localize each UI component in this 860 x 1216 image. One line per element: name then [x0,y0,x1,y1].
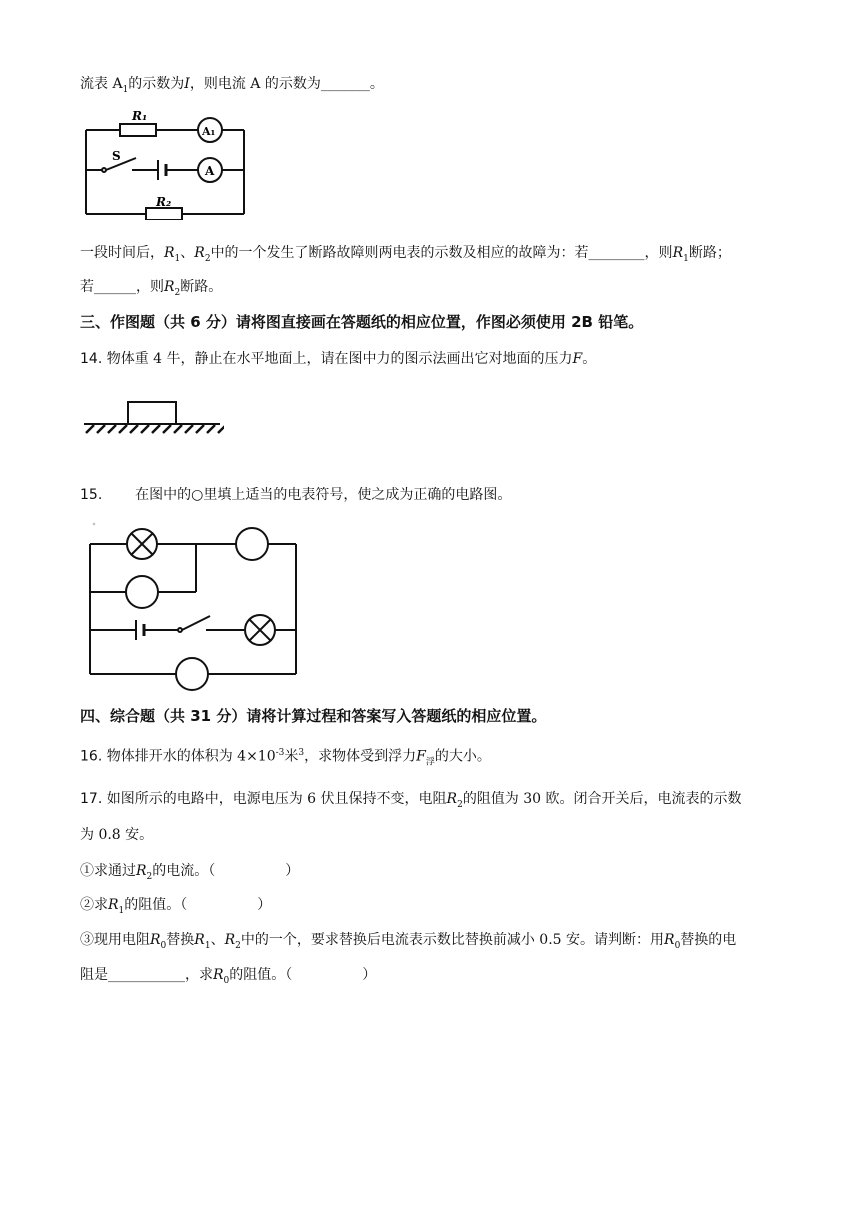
text: 流表 A [80,76,123,92]
text: 在图中的○里填上适当的电表符号，使之成为正确的电路图。 [135,487,512,503]
question-17-part-1 [80,862,299,886]
q13-circuit-diagram [80,108,250,220]
q13-line-3 [80,278,222,302]
ground-hatch-mark [130,425,138,433]
ground-hatch-mark [119,425,127,433]
symbol-R: R [672,245,684,261]
ground-hatch-mark [152,425,160,433]
question-number: 14. [80,351,103,367]
subscript: 1 [683,253,689,264]
ground-hatch-mark [218,425,224,433]
text: ，求物体受到浮力 [304,748,417,765]
question-17-part-3 [80,931,736,955]
symbol-R: R [150,932,161,948]
text: 断路。 [180,279,223,295]
question-16 [80,744,491,771]
superscript: 3 [298,748,305,758]
ground-hatch-mark [108,425,116,433]
text: 。 [582,351,597,367]
text: ，则电流 A 的示数为_______。 [189,76,384,92]
ground-hatch-mark [174,425,182,433]
text: 的阻值。（ ） [124,897,272,913]
text: 、 [180,245,195,261]
ground-hatch-mark [141,425,149,433]
text: 物体排开水的体积为 4×10 [106,748,276,765]
symbol-R: R [213,967,224,983]
subscript: 1 [174,253,181,264]
q13-line-1 [80,75,384,99]
question-number: 15. [80,487,103,503]
question-number: 16. [80,748,103,765]
label-a1: A₁ [202,125,216,138]
symbol-R: R [108,897,119,913]
symbol-R: R [664,932,675,948]
q14-block-on-ground-figure [82,400,224,436]
subscript: 1 [122,84,129,95]
symbol-F: F [416,748,426,765]
ground-hatch-mark [185,425,193,433]
subscript: 浮 [425,757,435,768]
ground-hatch-mark [207,425,215,433]
question-17-line-1 [80,790,742,814]
label-r2: R₂ [156,195,172,209]
subscript: 1 [204,940,211,951]
subscript: 2 [204,253,211,264]
text: 若______，则 [80,279,164,295]
subscript: 2 [146,871,153,882]
symbol-R: R [194,932,205,948]
text: 的阻值。（ ） [229,967,377,983]
text: 的阻值为 30 欧。闭合开关后，电流表的示数 [462,791,742,807]
text: ①求通过 [80,863,136,879]
subscript: 0 [160,940,167,951]
question-14 [80,350,596,368]
label-s: S [112,149,121,163]
text: ②求 [80,897,108,913]
subscript: 2 [235,940,241,951]
question-number: 17. [80,791,103,807]
subscript: 0 [223,975,230,986]
label-r1: R₁ [132,109,148,123]
text: 米 [284,748,299,765]
text: 阻是___________，求 [80,967,213,983]
subscript: 0 [674,940,681,951]
symbol-R: R [446,791,458,807]
subscript: 1 [118,905,125,916]
text: 物体重 4 牛，静止在水平地面上，请在图中力的图示法画出它对地面的压力 [106,351,573,367]
text: 中的一个发生了断路故障则两电表的示数及相应的故障为：若________，则 [210,245,673,261]
symbol-I: I [184,76,190,92]
symbol-R: R [194,245,205,261]
ground-hatch-mark [163,425,171,433]
text: 的电流。（ ） [152,863,300,879]
subscript: 2 [457,799,463,810]
question-17-part-3-cont [80,966,376,990]
ground-hatch-mark [97,425,105,433]
subscript: 2 [174,287,181,298]
text: 一段时间后， [80,245,164,261]
q15-circuit-diagram [86,522,300,692]
question-17-part-2 [80,896,271,920]
symbol-R: R [136,863,147,879]
text: 、 [210,932,225,948]
symbol-R: R [164,279,175,295]
text: 替换的电 [680,932,737,948]
question-15 [80,486,511,504]
text: 中的一个，要求替换后电流表示数比替换前减小 0.5 安。请判断：用 [240,932,665,948]
section-3-title: 三、作图题（共 6 分）请将图直接画在答题纸的相应位置，作图必须使用 2B 铅笔。 [80,313,644,331]
ground-hatch-mark [196,425,204,433]
text: ③现用电阻 [80,932,150,948]
text: 断路； [688,245,731,261]
symbol-R: R [224,932,236,948]
ground-hatch-mark [86,425,94,433]
superscript: -3 [275,748,285,758]
text: 如图所示的电路中，电源电压为 6 伏且保持不变，电阻 [106,791,447,807]
text: 替换 [166,932,195,948]
symbol-F: F [572,351,583,367]
question-17-line-2: 为 0.8 安。 [80,827,154,843]
text: 的示数为 [128,76,185,92]
symbol-R: R [164,245,175,261]
text: 的大小。 [434,748,491,765]
q13-line-2 [80,244,731,268]
label-a: A [205,164,215,178]
section-4-title: 四、综合题（共 31 分）请将计算过程和答案写入答题纸的相应位置。 [80,707,547,725]
